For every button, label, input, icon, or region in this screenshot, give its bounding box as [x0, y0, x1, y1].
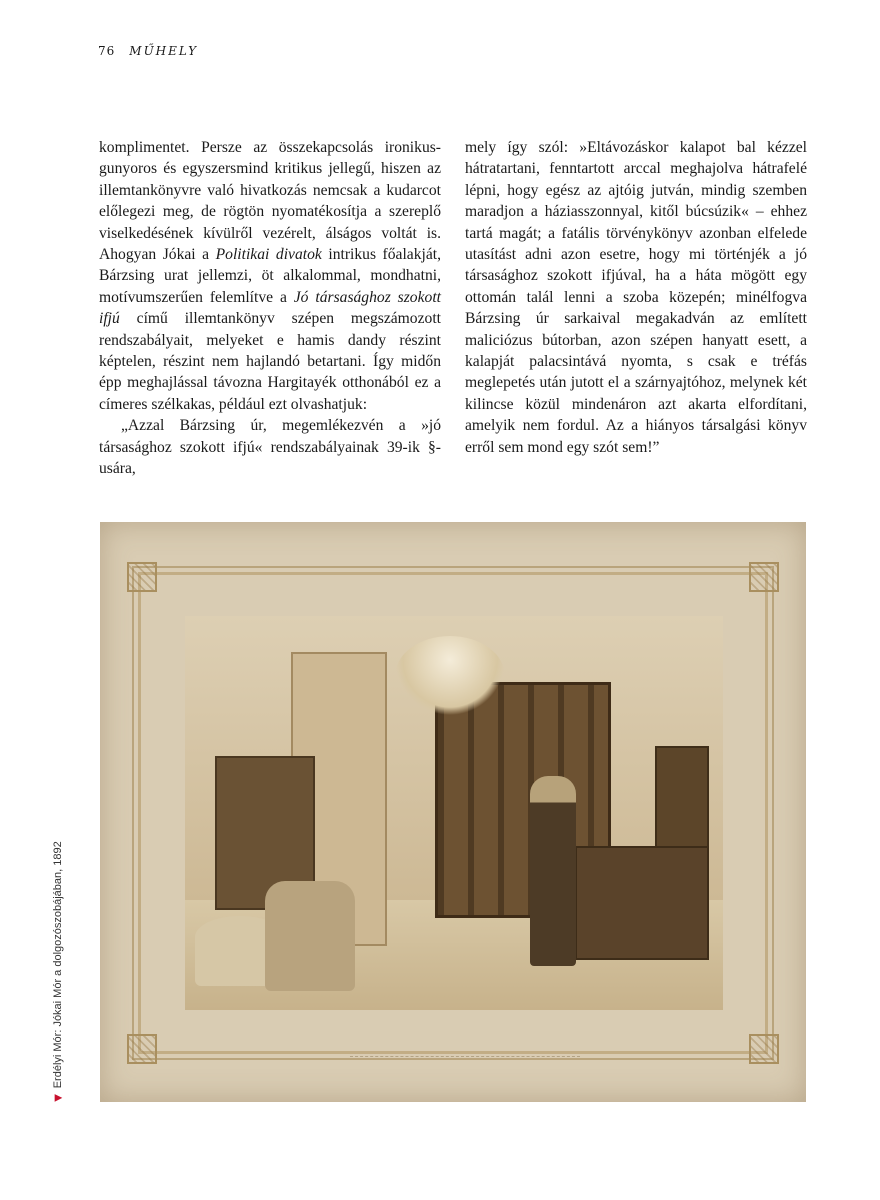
- study-room-photograph: [185, 616, 723, 1010]
- text-run: című illemtankönyv szépen megszámozott rendszabályait, melyeket e hamis dandy részint képtelen, részint nem hajlandó betartani. Így midőn épp meghajlással távozna Hargitayék otthonából ez a címeres szélkakas, például ezt olvashatjuk:: [99, 310, 441, 413]
- text-run: komplimentet. Persze az összekapcsolás ironikus-gunyoros és egyszersmind kritikus jellegű, hiszen az illemtankönyvre való hivatkozás nemcsak a kudarcot előlegezi meg, de rögtön nyomatékosítja a szereplő viselkedésének kívülről vezérelt, álságos voltát is. Ahogyan Jókai a: [99, 139, 441, 264]
- handwritten-inscription: [350, 1030, 580, 1057]
- photograph-mount: [100, 522, 806, 1102]
- section-title: MŰHELY: [129, 44, 199, 58]
- running-head: [98, 44, 198, 58]
- left-paragraph-1: [99, 137, 441, 415]
- corner-ornament: [749, 1034, 779, 1064]
- photo-armchair: [265, 881, 355, 991]
- text-run: intrikus főalakját, Bárzsing urat jellemzi, öt alkalommal, mondhatni, motívumszerűen felemlítve a: [99, 246, 442, 306]
- right-paragraph-quote: mely így szól: »Eltávozáskor kalapot bal kézzel hátratartani, fenntartott arccal meghajolva hátrafelé lépni, hogy egész az ajtóig jutván, mindig szemben maradjon a háziasszonnyal, kitől búcsúzik« – ehhez tartá magát; a fatális törvénykönyv azonban elfelede utasítást adni azon esetre, hogy mi történjék a jó társasághoz szokott ifjúval, ha a háta mögött egy ottomán talál lenni a szoba közepén; minélfogva Bárzsing úr sarkaival megakadván az említett maliciózus bútorban, azon szépen hanyatt esett, a kalapját palacsintává nyomta, s csak e tréfás meglepetés után jutott el a szárnyajtóhoz, melynek két kilincse közül mindenáron azt akarta elfordítani, amelyik nem fordul. Az a hiányos társalgási könyv erről sem mond egy szót sem!”: [465, 139, 807, 456]
- photo-chandelier: [395, 636, 505, 716]
- caption-text: Erdélyi Mór: Jókai Mór a dolgozószobájában, 1892: [52, 841, 64, 1089]
- figure-caption: [52, 842, 64, 1102]
- left-column: [99, 137, 441, 480]
- corner-ornament: [127, 1034, 157, 1064]
- work-title-politikai-divatok: Politikai divatok: [215, 246, 322, 264]
- photo-desk: [575, 846, 709, 960]
- corner-ornament: [749, 562, 779, 592]
- triangle-marker-icon: ▶: [54, 1092, 62, 1104]
- work-title-jo-tarsasaghoz: Jó társasághoz szokott ifjú: [99, 288, 441, 328]
- photo-person: [530, 776, 576, 966]
- left-paragraph-2-quote: „Azzal Bárzsing úr, megemlékezvén a »jó társasághoz szokott ifjú« rendszabályainak 39-ik §-usára,: [99, 417, 441, 478]
- page-number: 76: [98, 44, 116, 58]
- corner-ornament: [127, 562, 157, 592]
- right-column: [465, 137, 807, 458]
